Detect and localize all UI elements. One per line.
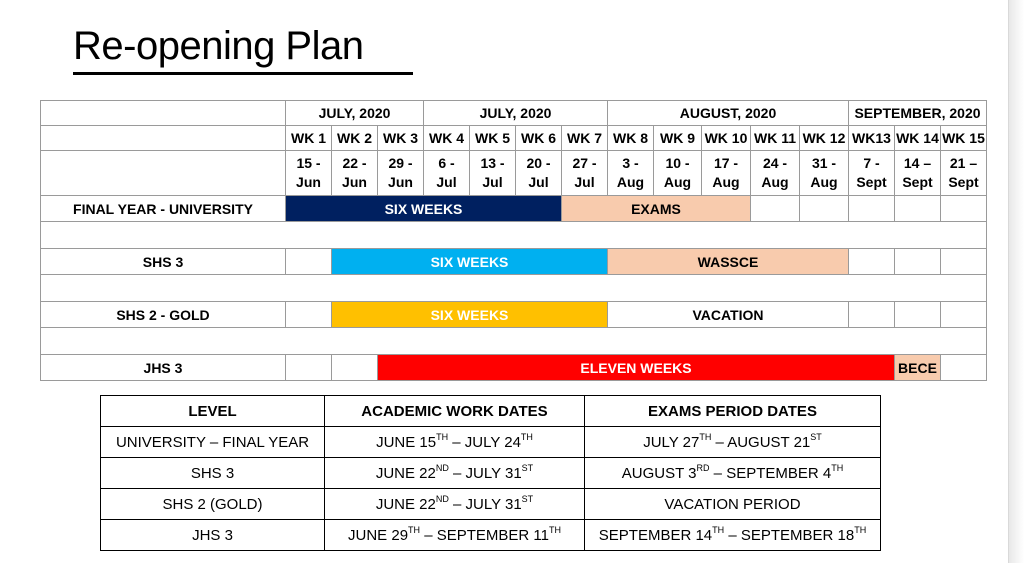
week-header: WK 10: [702, 126, 751, 151]
date-header: [424, 151, 470, 196]
date-day: 7 -: [863, 155, 880, 171]
vacation-bar: VACATION: [608, 302, 849, 328]
empty-label-cell: [41, 126, 286, 151]
empty-cell: [849, 196, 895, 222]
column-header-academic: ACADEMIC WORK DATES: [325, 396, 585, 427]
date-header: [654, 151, 702, 196]
empty-cell: [286, 249, 332, 275]
ordinal-suffix: ST: [521, 493, 534, 504]
eleven-weeks-bar: ELEVEN WEEKS: [378, 355, 895, 381]
date-end: – AUGUST 21: [711, 433, 811, 451]
date-start: JULY 27: [643, 433, 700, 451]
empty-cell: [751, 196, 800, 222]
date-month: Jul: [528, 174, 549, 190]
spacer-cell: [41, 222, 987, 249]
date-day: 13 -: [480, 155, 505, 171]
date-month: Jul: [482, 174, 503, 190]
week-header: WK 14: [895, 126, 941, 151]
exam-dates-cell: [585, 458, 881, 489]
program-row-jhs3: [41, 355, 987, 381]
empty-cell: [849, 249, 895, 275]
date-day: 15 -: [296, 155, 321, 171]
page-title: Re-opening Plan: [73, 24, 364, 68]
date-end: – JULY 31: [448, 495, 522, 513]
week-header: WK 1: [286, 126, 332, 151]
spacer-row: [41, 222, 987, 249]
ordinal-suffix: ND: [435, 462, 449, 473]
reopening-schedule-table: [40, 100, 987, 381]
ordinal-suffix: TH: [548, 524, 561, 535]
date-start: JUNE 15: [376, 433, 437, 451]
month-header: JULY, 2020: [424, 101, 608, 126]
date-month: Jul: [574, 174, 595, 190]
date-month: Sept: [856, 174, 887, 190]
date-month: Jun: [296, 174, 321, 190]
date-month: Aug: [663, 174, 692, 190]
empty-cell: [286, 302, 332, 328]
week-header: WK 11: [751, 126, 800, 151]
level-cell: UNIVERSITY – FINAL YEAR: [101, 427, 325, 458]
date-day: 3 -: [622, 155, 639, 171]
week-header: WK 4: [424, 126, 470, 151]
empty-cell: [941, 302, 987, 328]
date-header: [286, 151, 332, 196]
date-end: – JULY 24: [448, 433, 521, 451]
date-day: 6 -: [438, 155, 455, 171]
date-header: [702, 151, 751, 196]
week-header: WK 8: [608, 126, 654, 151]
date-header: [562, 151, 608, 196]
empty-cell: [941, 249, 987, 275]
spacer-cell: [41, 275, 987, 302]
six-weeks-bar: SIX WEEKS: [332, 249, 608, 275]
date-month: Jun: [342, 174, 367, 190]
date-day: 14 –: [903, 155, 932, 171]
exam-dates-cell: [585, 520, 881, 551]
date-header: [332, 151, 378, 196]
date-end: – SEPTEMBER 18: [724, 526, 855, 544]
date-start: JUNE 29: [348, 526, 409, 544]
ordinal-suffix: TH: [408, 524, 421, 535]
empty-cell: [895, 196, 941, 222]
empty-cell: [800, 196, 849, 222]
spacer-row: [41, 275, 987, 302]
table-row: [101, 427, 881, 458]
exam-dates-cell: VACATION PERIOD: [585, 489, 881, 520]
date-month: Aug: [616, 174, 645, 190]
date-month: Sept: [902, 174, 933, 190]
date-day: 17 -: [713, 155, 739, 171]
date-header: [378, 151, 424, 196]
date-start: JUNE 22: [375, 464, 436, 482]
month-header: JULY, 2020: [286, 101, 424, 126]
empty-cell: [332, 355, 378, 381]
empty-cell: [941, 355, 987, 381]
dates-summary-table: [100, 395, 881, 551]
date-month: Jun: [388, 174, 413, 190]
academic-dates-cell: [325, 520, 585, 551]
ordinal-suffix: TH: [854, 524, 867, 535]
empty-cell: [895, 249, 941, 275]
week-header: WK 9: [654, 126, 702, 151]
ordinal-suffix: TH: [699, 431, 712, 442]
table-row: [101, 458, 881, 489]
table-row: [101, 489, 881, 520]
ordinal-suffix: ST: [810, 431, 822, 442]
week-header: WK 15: [941, 126, 987, 151]
date-day: 29 -: [388, 155, 413, 171]
ordinal-suffix: ST: [521, 462, 534, 473]
program-label: SHS 2 - GOLD: [41, 302, 286, 328]
program-label: FINAL YEAR - UNIVERSITY: [41, 196, 286, 222]
empty-cell: [849, 302, 895, 328]
date-day: 10 -: [665, 155, 690, 171]
exams-bar: EXAMS: [562, 196, 751, 222]
week-header: WK 12: [800, 126, 849, 151]
program-label: SHS 3: [41, 249, 286, 275]
ordinal-suffix: RD: [696, 462, 710, 473]
date-day: 21 –: [949, 155, 978, 171]
date-month: Aug: [810, 174, 838, 190]
spacer-cell: [41, 328, 987, 355]
six-weeks-bar: SIX WEEKS: [286, 196, 562, 222]
date-month: Aug: [712, 174, 740, 190]
date-end: – SEPTEMBER 11: [420, 526, 549, 544]
program-label: JHS 3: [41, 355, 286, 381]
spacer-row: [41, 328, 987, 355]
date-start: AUGUST 3: [621, 464, 697, 482]
date-start: SEPTEMBER 14: [598, 526, 713, 544]
dates-header-row: [101, 396, 881, 427]
ordinal-suffix: ND: [435, 493, 449, 504]
date-header: [941, 151, 987, 196]
slide-edge-shadow: [1009, 0, 1024, 563]
date-month: Aug: [761, 174, 789, 190]
empty-cell: [895, 302, 941, 328]
ordinal-suffix: TH: [831, 462, 844, 473]
date-header: [516, 151, 562, 196]
date-header: [608, 151, 654, 196]
date-day: 22 -: [342, 155, 367, 171]
date-day: 27 -: [572, 155, 597, 171]
month-header: SEPTEMBER, 2020: [849, 101, 987, 126]
date-day: 20 -: [526, 155, 551, 171]
date-start: JUNE 22: [375, 495, 436, 513]
level-cell: SHS 3: [101, 458, 325, 489]
program-row-shs3: [41, 249, 987, 275]
empty-label-cell: [41, 151, 286, 196]
corner-cell: [41, 101, 286, 126]
date-end: – JULY 31: [448, 464, 522, 482]
week-header: WK 2: [332, 126, 378, 151]
month-header-row: [41, 101, 987, 126]
program-row-shs2-gold: [41, 302, 987, 328]
date-day: 31 -: [811, 155, 837, 171]
date-header: [895, 151, 941, 196]
date-month: Jul: [436, 174, 457, 190]
date-end: – SEPTEMBER 4: [709, 464, 832, 482]
week-header: WK 3: [378, 126, 424, 151]
academic-dates-cell: [325, 458, 585, 489]
wassce-bar: WASSCE: [608, 249, 849, 275]
column-header-exams: EXAMS PERIOD DATES: [585, 396, 881, 427]
date-header: [800, 151, 849, 196]
program-row-university: [41, 196, 987, 222]
date-header: [751, 151, 800, 196]
exam-dates-cell: [585, 427, 881, 458]
table-row: [101, 520, 881, 551]
week-header: WK 6: [516, 126, 562, 151]
week-header: WK 7: [562, 126, 608, 151]
academic-dates-cell: [325, 427, 585, 458]
six-weeks-bar: SIX WEEKS: [332, 302, 608, 328]
ordinal-suffix: TH: [436, 431, 449, 442]
week-header: WK 5: [470, 126, 516, 151]
date-day: 24 -: [762, 155, 788, 171]
date-header: [470, 151, 516, 196]
bece-bar: BECE: [895, 355, 941, 381]
date-month: Sept: [948, 174, 979, 190]
empty-cell: [286, 355, 332, 381]
empty-cell: [941, 196, 987, 222]
week-header-row: [41, 126, 987, 151]
month-header: AUGUST, 2020: [608, 101, 849, 126]
academic-dates-cell: [325, 489, 585, 520]
level-cell: JHS 3: [101, 520, 325, 551]
date-header: [849, 151, 895, 196]
date-header-row: [41, 151, 987, 196]
title-underline: [73, 72, 413, 75]
column-header-level: LEVEL: [101, 396, 325, 427]
level-cell: SHS 2 (GOLD): [101, 489, 325, 520]
ordinal-suffix: TH: [520, 431, 533, 442]
week-header: WK13: [849, 126, 895, 151]
ordinal-suffix: TH: [712, 524, 725, 535]
